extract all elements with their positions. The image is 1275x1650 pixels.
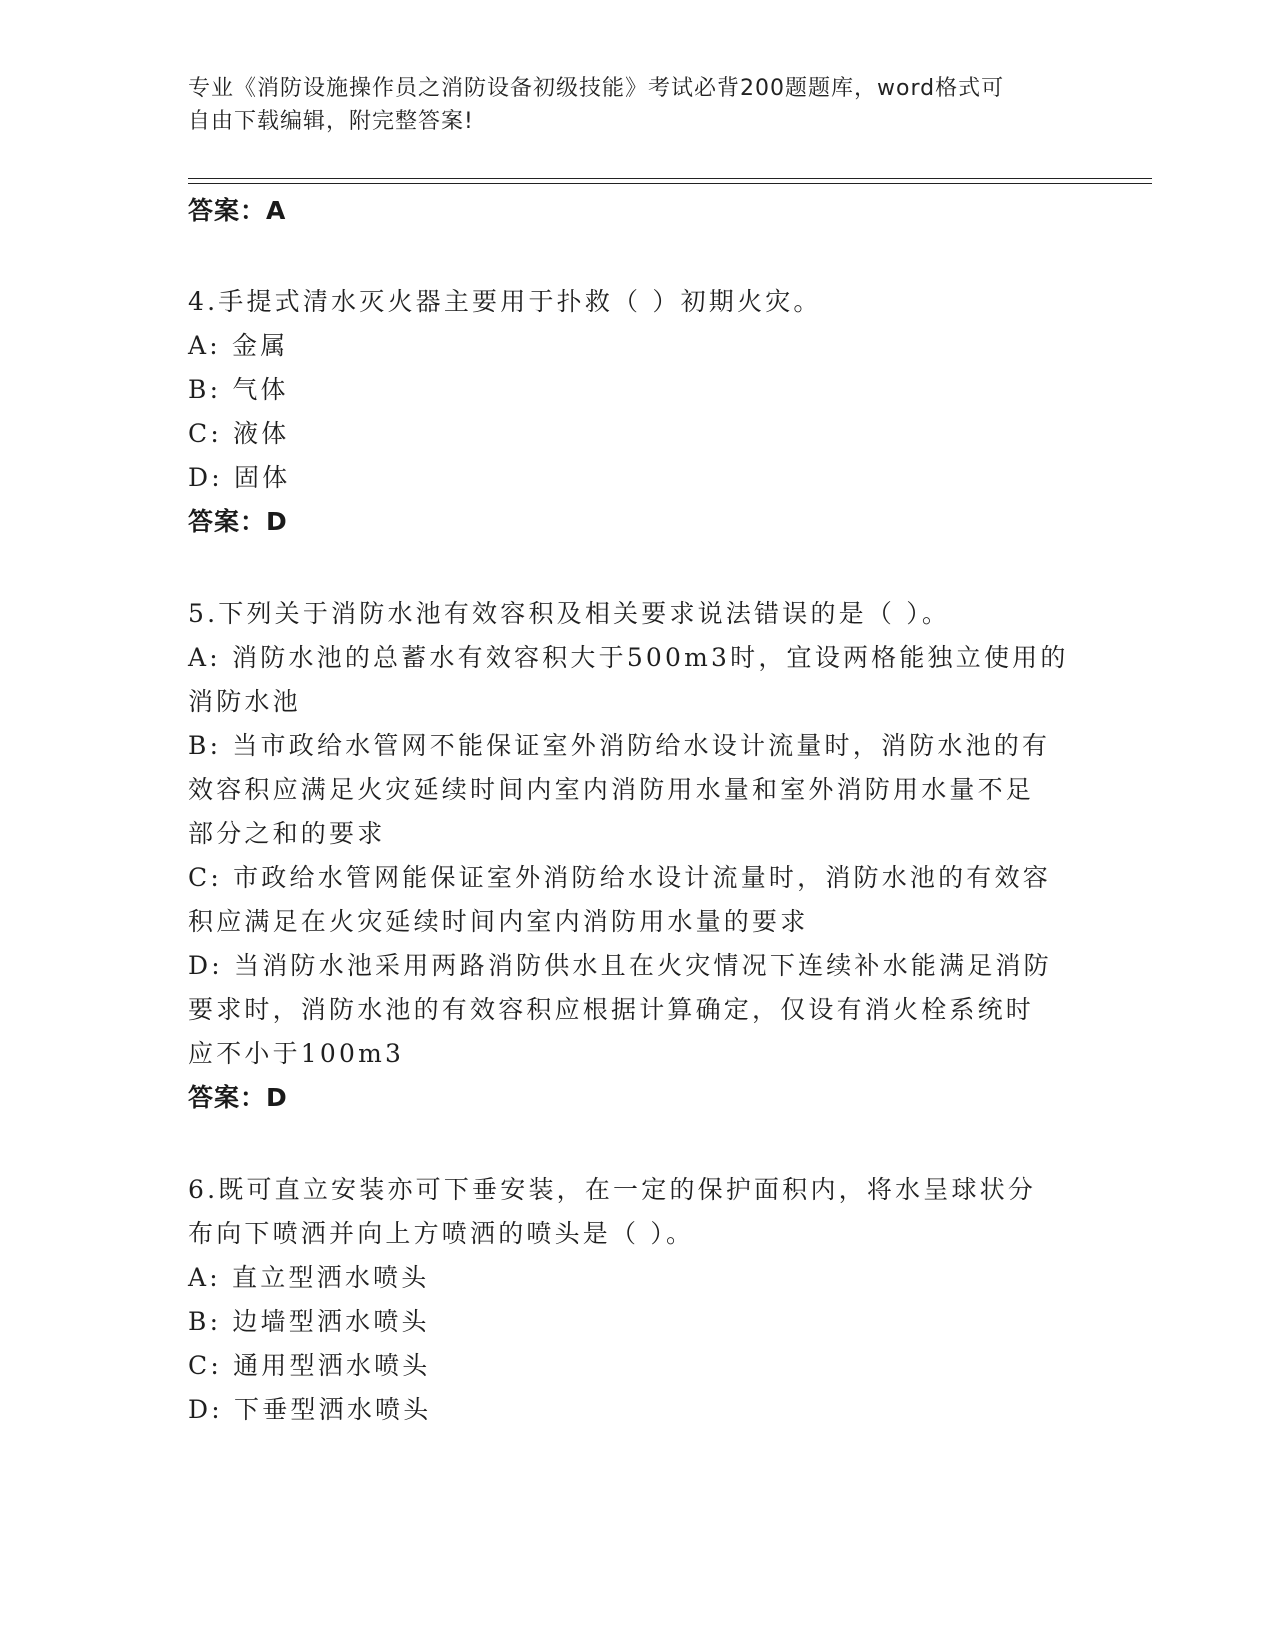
q6-option-b: B: 边墙型洒水喷头 [188,1307,430,1336]
q4-option-c: C: 液体 [188,419,290,448]
q5-answer: 答案：D [188,1083,288,1112]
q4-option-d: D: 固体 [188,463,291,492]
q4-option-a: A: 金属 [188,331,289,360]
header-line-2: 自由下载编辑，附完整答案! [188,109,474,134]
q5-option-c-line-1: C: 市政给水管网能保证室外消防给水设计流量时，消防水池的有效容 [188,863,1051,892]
q5-option-d-line-1: D: 当消防水池采用两路消防供水且在火灾情况下连续补水能满足消防 [188,951,1052,980]
header-rule-top [188,178,1152,179]
q6-option-c: C: 通用型洒水喷头 [188,1351,431,1380]
header-line-1: 专业《消防设施操作员之消防设备初级技能》考试必背200题题库，word格式可 [188,76,1005,101]
q5-option-c-line-2: 积应满足在火灾延续时间内室内消防用水量的要求 [188,907,809,936]
q4-answer: 答案：D [188,507,288,536]
q5-option-a-line-1: A: 消防水池的总蓄水有效容积大于500m3时，宜设两格能独立使用的 [188,643,1069,672]
document-header [188,72,1068,138]
q5-option-b-line-2: 效容积应满足火灾延续时间内室内消防用水量和室外消防用水量不足 [188,775,1035,804]
q5-question: 5.下列关于消防水池有效容积及相关要求说法错误的是（ ）。 [188,599,951,628]
q5-option-b-line-1: B: 当市政给水管网不能保证室外消防给水设计流量时，消防水池的有 [188,731,1051,760]
q4-question: 4.手提式清水灭火器主要用于扑救（ ）初期火灾。 [188,287,822,316]
q3-answer: 答案：A [188,196,287,225]
q5-option-a-line-2: 消防水池 [188,687,301,716]
q6-question-line-1: 6.既可直立安装亦可下垂安装，在一定的保护面积内，将水呈球状分 [188,1175,1037,1204]
q4-option-b: B: 气体 [188,375,289,404]
q5-option-b-line-3: 部分之和的要求 [188,819,386,848]
q5-option-d-line-2: 要求时，消防水池的有效容积应根据计算确定，仅设有消火栓系统时 [188,995,1035,1024]
q6-question-line-2: 布向下喷洒并向上方喷洒的喷头是（ ）。 [188,1219,695,1248]
q6-option-a: A: 直立型洒水喷头 [188,1263,430,1292]
q6-option-d: D: 下垂型洒水喷头 [188,1395,432,1424]
header-rule-bottom [188,183,1152,184]
q5-option-d-line-3: 应不小于100m3 [188,1039,405,1068]
